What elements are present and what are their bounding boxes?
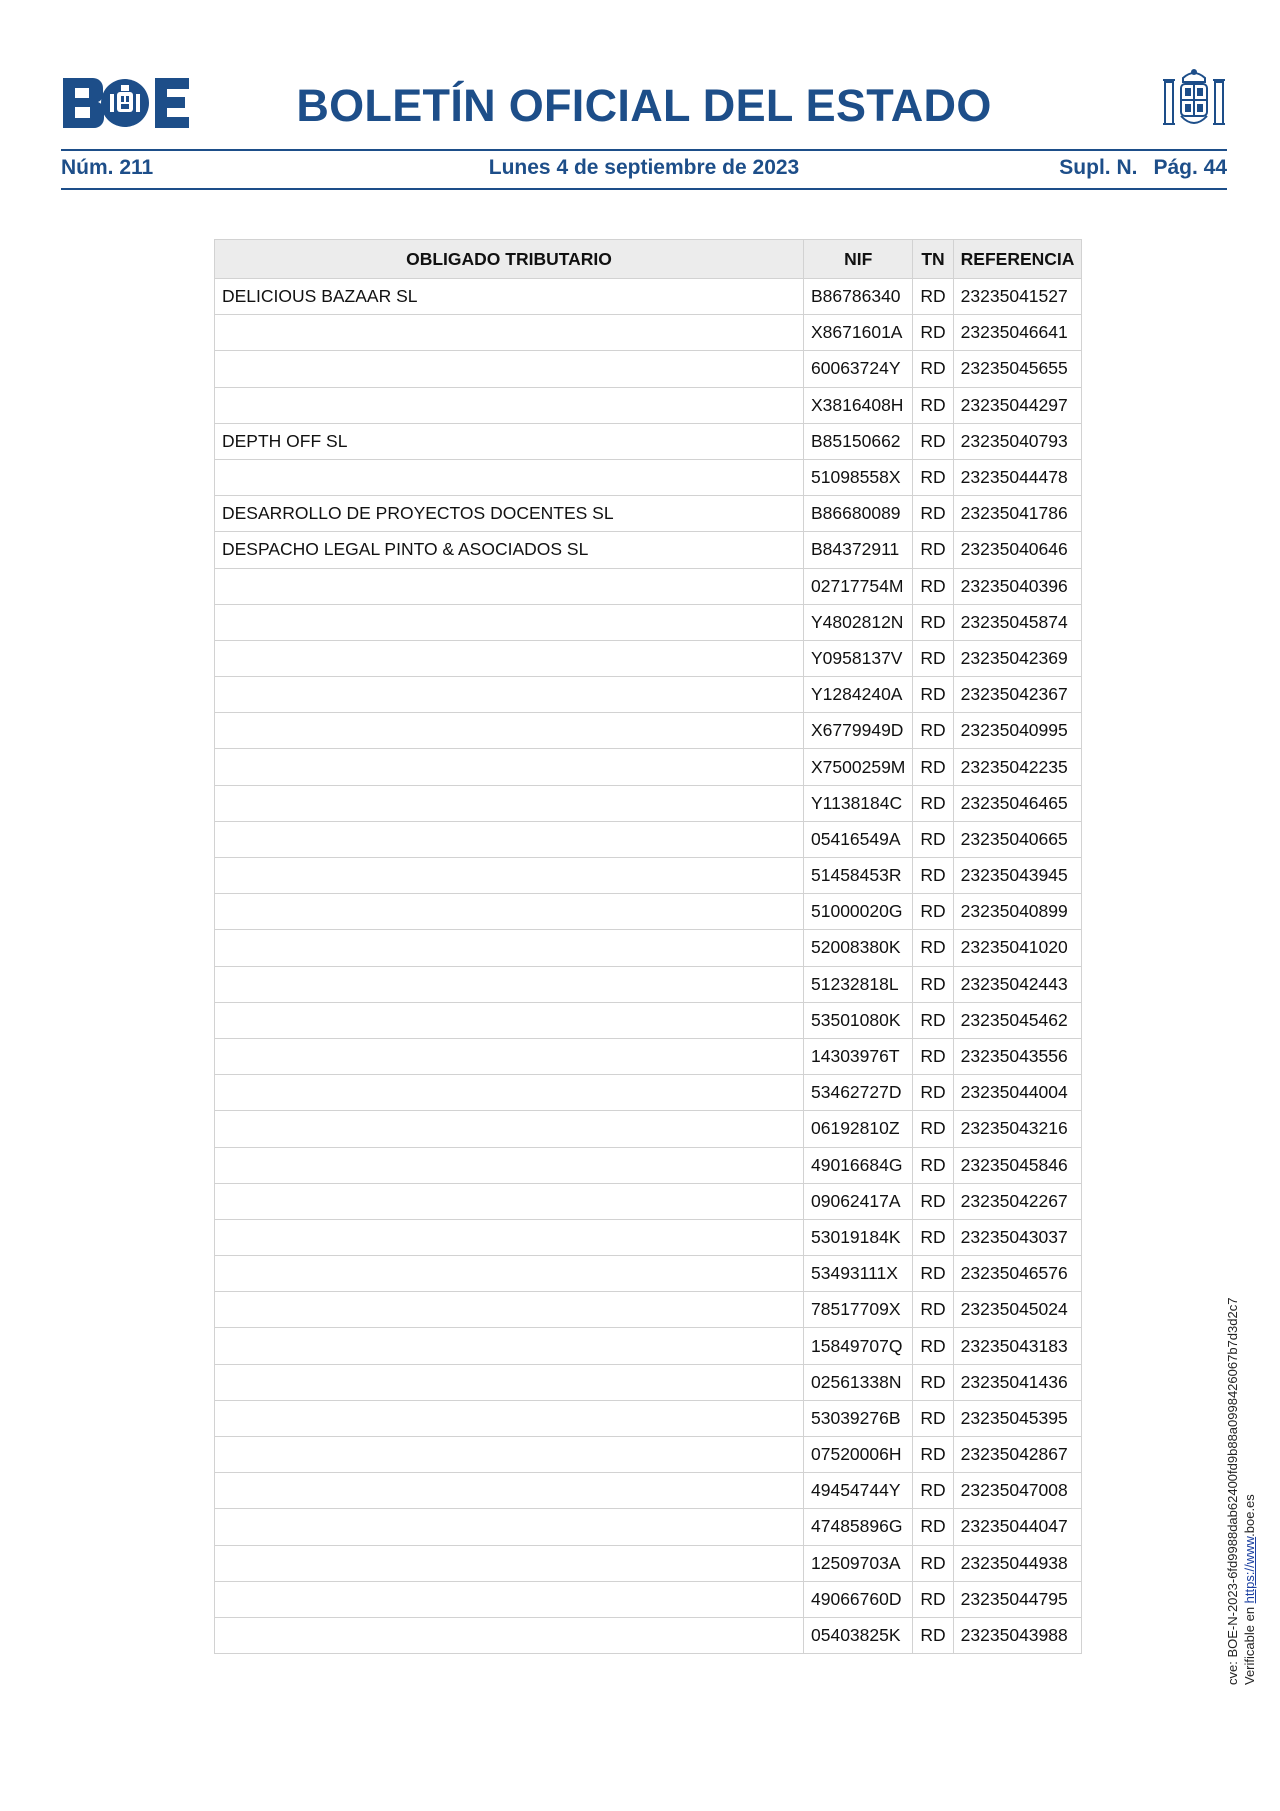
cell-nif: 05416549A <box>804 821 913 857</box>
cell-referencia: 23235045655 <box>953 351 1082 387</box>
cell-tn: RD <box>913 713 953 749</box>
cell-obligado <box>215 315 804 351</box>
table-row <box>215 749 1082 785</box>
cell-referencia: 23235043556 <box>953 1038 1082 1074</box>
cell-referencia: 23235047008 <box>953 1473 1082 1509</box>
cell-obligado <box>215 387 804 423</box>
cell-tn: RD <box>913 1437 953 1473</box>
cell-referencia: 23235042267 <box>953 1183 1082 1219</box>
cell-nif: Y1284240A <box>804 677 913 713</box>
cell-tn: RD <box>913 532 953 568</box>
table-row <box>215 1256 1082 1292</box>
cell-obligado <box>215 1292 804 1328</box>
cell-tn: RD <box>913 459 953 495</box>
cell-tn: RD <box>913 749 953 785</box>
cell-obligado <box>215 1075 804 1111</box>
cell-tn: RD <box>913 1292 953 1328</box>
cell-referencia: 23235043037 <box>953 1219 1082 1255</box>
verification-line <box>1241 1298 1258 1685</box>
cell-referencia: 23235044795 <box>953 1581 1082 1617</box>
cell-obligado <box>215 1509 804 1545</box>
cell-nif: 53501080K <box>804 1002 913 1038</box>
cell-tn: RD <box>913 1545 953 1581</box>
cell-tn: RD <box>913 387 953 423</box>
cell-tn: RD <box>913 1473 953 1509</box>
cell-nif: 05403825K <box>804 1617 913 1653</box>
cell-tn: RD <box>913 821 953 857</box>
cell-tn: RD <box>913 315 953 351</box>
cell-nif: Y1138184C <box>804 785 913 821</box>
cell-obligado <box>215 858 804 894</box>
cell-obligado <box>215 1364 804 1400</box>
cell-obligado <box>215 713 804 749</box>
cell-tn: RD <box>913 1219 953 1255</box>
table-row <box>215 677 1082 713</box>
cell-obligado: DESARROLLO DE PROYECTOS DOCENTES SL <box>215 496 804 532</box>
cell-tn: RD <box>913 1075 953 1111</box>
cell-obligado <box>215 1437 804 1473</box>
table-row <box>215 1509 1082 1545</box>
cell-tn: RD <box>913 1256 953 1292</box>
table-row <box>215 1002 1082 1038</box>
header-rule-top <box>61 149 1227 151</box>
table-row <box>215 640 1082 676</box>
cell-tn: RD <box>913 930 953 966</box>
table-row <box>215 785 1082 821</box>
cell-referencia: 23235043945 <box>953 858 1082 894</box>
table-row <box>215 532 1082 568</box>
supplement-label: Supl. N. <box>1059 156 1138 179</box>
cell-tn: RD <box>913 496 953 532</box>
cell-obligado <box>215 459 804 495</box>
cell-referencia: 23235045462 <box>953 1002 1082 1038</box>
table-row <box>215 1075 1082 1111</box>
table-row <box>215 459 1082 495</box>
table-row <box>215 568 1082 604</box>
cell-nif: 06192810Z <box>804 1111 913 1147</box>
cell-tn: RD <box>913 1364 953 1400</box>
cell-referencia: 23235044297 <box>953 387 1082 423</box>
table-row <box>215 1292 1082 1328</box>
table-row <box>215 423 1082 459</box>
issue-number: Núm. 211 <box>61 156 154 179</box>
cell-referencia: 23235040899 <box>953 894 1082 930</box>
cell-referencia: 23235046641 <box>953 315 1082 351</box>
cell-tn: RD <box>913 1147 953 1183</box>
column-header-obligado: OBLIGADO TRIBUTARIO <box>215 240 804 279</box>
cell-referencia: 23235042235 <box>953 749 1082 785</box>
cell-referencia: 23235041527 <box>953 279 1082 315</box>
table-row <box>215 821 1082 857</box>
table-row <box>215 1617 1082 1653</box>
cell-nif: B86786340 <box>804 279 913 315</box>
cell-tn: RD <box>913 568 953 604</box>
cell-nif: 15849707Q <box>804 1328 913 1364</box>
cell-nif: X3816408H <box>804 387 913 423</box>
cell-referencia: 23235044938 <box>953 1545 1082 1581</box>
cell-nif: 47485896G <box>804 1509 913 1545</box>
cell-nif: 51458453R <box>804 858 913 894</box>
table-row <box>215 1147 1082 1183</box>
cell-obligado <box>215 1038 804 1074</box>
cell-nif: B85150662 <box>804 423 913 459</box>
header-meta <box>61 156 1227 184</box>
cell-referencia: 23235041020 <box>953 930 1082 966</box>
cell-referencia: 23235046576 <box>953 1256 1082 1292</box>
cell-referencia: 23235042443 <box>953 966 1082 1002</box>
table-row <box>215 351 1082 387</box>
cell-tn: RD <box>913 1509 953 1545</box>
verification-link[interactable]: https://www <box>1242 1536 1257 1604</box>
cell-tn: RD <box>913 785 953 821</box>
cell-tn: RD <box>913 1002 953 1038</box>
table-row <box>215 1545 1082 1581</box>
cell-nif: Y0958137V <box>804 640 913 676</box>
cell-nif: B84372911 <box>804 532 913 568</box>
table-row <box>215 1111 1082 1147</box>
cell-obligado <box>215 1617 804 1653</box>
cell-referencia: 23235045874 <box>953 604 1082 640</box>
table-header-row <box>215 240 1082 279</box>
page-title: BOLETÍN OFICIAL DEL ESTADO <box>296 80 992 131</box>
cell-obligado <box>215 785 804 821</box>
cell-tn: RD <box>913 1111 953 1147</box>
cell-obligado: DELICIOUS BAZAAR SL <box>215 279 804 315</box>
cell-nif: X6779949D <box>804 713 913 749</box>
table-row <box>215 387 1082 423</box>
cell-nif: X7500259M <box>804 749 913 785</box>
cell-referencia: 23235041786 <box>953 496 1082 532</box>
table-row <box>215 279 1082 315</box>
cell-obligado: DEPTH OFF SL <box>215 423 804 459</box>
table-row <box>215 1437 1082 1473</box>
table-row <box>215 1183 1082 1219</box>
cell-nif: 12509703A <box>804 1545 913 1581</box>
page-header <box>61 64 1227 194</box>
table-row <box>215 930 1082 966</box>
cell-referencia: 23235040995 <box>953 713 1082 749</box>
cell-referencia: 23235044004 <box>953 1075 1082 1111</box>
cell-referencia: 23235045846 <box>953 1147 1082 1183</box>
cell-referencia: 23235046465 <box>953 785 1082 821</box>
cell-nif: 02717754M <box>804 568 913 604</box>
cell-obligado <box>215 1400 804 1436</box>
cell-obligado <box>215 1219 804 1255</box>
table-row <box>215 604 1082 640</box>
cell-nif: 51098558X <box>804 459 913 495</box>
cell-obligado <box>215 1183 804 1219</box>
cell-tn: RD <box>913 423 953 459</box>
cell-obligado <box>215 1581 804 1617</box>
cell-nif: B86680089 <box>804 496 913 532</box>
cell-nif: 78517709X <box>804 1292 913 1328</box>
table-row <box>215 1219 1082 1255</box>
verification-prefix: Verificable en <box>1242 1603 1257 1685</box>
cell-tn: RD <box>913 894 953 930</box>
cell-nif: 60063724Y <box>804 351 913 387</box>
boe-logo-icon <box>61 76 191 130</box>
cell-obligado <box>215 894 804 930</box>
cell-tn: RD <box>913 1581 953 1617</box>
column-header-referencia: REFERENCIA <box>953 240 1082 279</box>
issue-date: Lunes 4 de septiembre de 2023 <box>488 156 800 179</box>
cell-referencia: 23235043216 <box>953 1111 1082 1147</box>
cell-tn: RD <box>913 677 953 713</box>
cell-referencia: 23235040396 <box>953 568 1082 604</box>
table-row <box>215 315 1082 351</box>
cell-obligado <box>215 604 804 640</box>
cell-nif: 51000020G <box>804 894 913 930</box>
cell-obligado <box>215 966 804 1002</box>
cell-nif: 52008380K <box>804 930 913 966</box>
cell-obligado <box>215 1002 804 1038</box>
cell-obligado <box>215 640 804 676</box>
cell-tn: RD <box>913 1400 953 1436</box>
table-row <box>215 858 1082 894</box>
cell-obligado <box>215 749 804 785</box>
cell-tn: RD <box>913 351 953 387</box>
cell-referencia: 23235045395 <box>953 1400 1082 1436</box>
cell-tn: RD <box>913 604 953 640</box>
cell-referencia: 23235042867 <box>953 1437 1082 1473</box>
cell-nif: 53462727D <box>804 1075 913 1111</box>
cell-obligado <box>215 677 804 713</box>
cell-referencia: 23235043988 <box>953 1617 1082 1653</box>
cell-tn: RD <box>913 1328 953 1364</box>
cell-referencia: 23235042369 <box>953 640 1082 676</box>
cve-code: cve: BOE-N-2023-6fd9988dab62400fd9b88a0998426067b7d3d2c7 <box>1225 1297 1240 1685</box>
column-header-nif: NIF <box>804 240 913 279</box>
cell-obligado: DESPACHO LEGAL PINTO & ASOCIADOS SL <box>215 532 804 568</box>
cell-nif: 49016684G <box>804 1147 913 1183</box>
cell-referencia: 23235041436 <box>953 1364 1082 1400</box>
cell-referencia: 23235040665 <box>953 821 1082 857</box>
cell-obligado <box>215 568 804 604</box>
cell-nif: 09062417A <box>804 1183 913 1219</box>
cell-nif: 07520006H <box>804 1437 913 1473</box>
cell-referencia: 23235042367 <box>953 677 1082 713</box>
cell-obligado <box>215 930 804 966</box>
table-row <box>215 1038 1082 1074</box>
cell-obligado <box>215 1328 804 1364</box>
cell-referencia: 23235040793 <box>953 423 1082 459</box>
cell-obligado <box>215 1473 804 1509</box>
cell-obligado <box>215 1545 804 1581</box>
table-row <box>215 713 1082 749</box>
table-row <box>215 894 1082 930</box>
cell-referencia: 23235040646 <box>953 532 1082 568</box>
cell-nif: 53019184K <box>804 1219 913 1255</box>
taxpayer-table <box>214 239 1082 1654</box>
table-row <box>215 1328 1082 1364</box>
table-row <box>215 1364 1082 1400</box>
cell-nif: 53493111X <box>804 1256 913 1292</box>
cell-obligado <box>215 821 804 857</box>
cell-nif: 49454744Y <box>804 1473 913 1509</box>
cell-tn: RD <box>913 858 953 894</box>
cell-obligado <box>215 1111 804 1147</box>
cell-nif: Y4802812N <box>804 604 913 640</box>
cell-nif: 02561338N <box>804 1364 913 1400</box>
cell-nif: 49066760D <box>804 1581 913 1617</box>
table-row <box>215 496 1082 532</box>
table-body <box>215 279 1082 1654</box>
cell-obligado <box>215 1256 804 1292</box>
cell-referencia: 23235043183 <box>953 1328 1082 1364</box>
header-rule-bottom <box>61 188 1227 190</box>
cell-referencia: 23235045024 <box>953 1292 1082 1328</box>
cell-referencia: 23235044478 <box>953 459 1082 495</box>
cell-obligado <box>215 1147 804 1183</box>
cell-nif: 51232818L <box>804 966 913 1002</box>
cell-nif: X8671601A <box>804 315 913 351</box>
cell-tn: RD <box>913 640 953 676</box>
page-number: Pág. 44 <box>1153 156 1227 179</box>
cell-tn: RD <box>913 966 953 1002</box>
cell-obligado <box>215 351 804 387</box>
table-row <box>215 1581 1082 1617</box>
table-row <box>215 1473 1082 1509</box>
coat-of-arms-icon <box>1161 66 1227 140</box>
table-row <box>215 966 1082 1002</box>
column-header-tn: TN <box>913 240 953 279</box>
cell-tn: RD <box>913 1183 953 1219</box>
cell-nif: 53039276B <box>804 1400 913 1436</box>
cell-tn: RD <box>913 1617 953 1653</box>
cell-tn: RD <box>913 279 953 315</box>
cell-tn: RD <box>913 1038 953 1074</box>
page-info <box>1059 156 1227 180</box>
cell-nif: 14303976T <box>804 1038 913 1074</box>
table-row <box>215 1400 1082 1436</box>
cell-referencia: 23235044047 <box>953 1509 1082 1545</box>
verification-suffix: .boe.es <box>1242 1494 1257 1537</box>
